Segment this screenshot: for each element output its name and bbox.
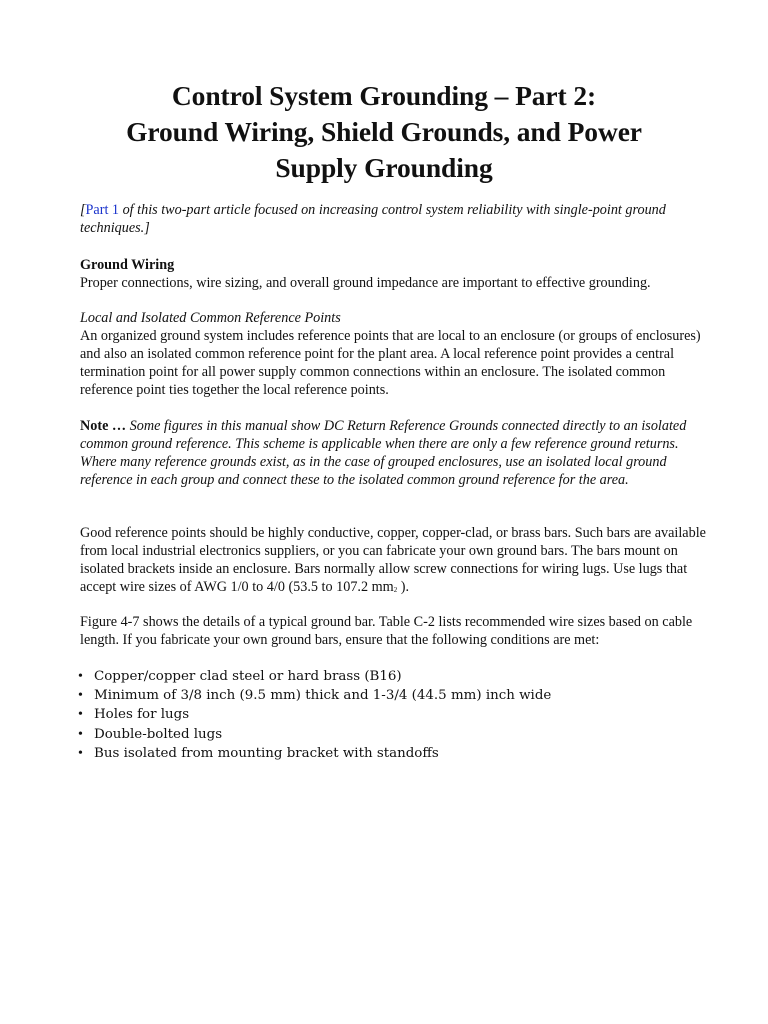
list-item-text: Minimum of 3/8 inch (9.5 mm) thick and 1-3/4 (44.5 mm) inch wide [94, 688, 552, 704]
figure-paragraph: Figure 4-7 shows the details of a typical ground bar. Table C-2 lists recommended wire sizes based on cable length. If you fabricate your own ground bars, ensure that the following conditions are met: [80, 614, 693, 648]
note-label: Note … [80, 418, 127, 434]
part-1-link[interactable]: Part 1 [85, 202, 120, 218]
local-reference-heading: Local and Isolated Common Reference Points [80, 310, 341, 326]
list-item [76, 744, 706, 763]
intro-open-bracket: [ [80, 202, 86, 218]
reference-points-text-end: ). [397, 579, 410, 595]
bullet-marker: • [78, 688, 83, 704]
note-paragraph [80, 417, 710, 489]
title-line-2: Ground Wiring, Shield Grounds, and Power [126, 116, 642, 147]
ground-wiring-section [80, 256, 710, 292]
reference-points-paragraph [80, 524, 710, 599]
list-item-text: Bus isolated from mounting bracket with standoffs [94, 745, 439, 761]
ground-wiring-text: Proper connections, wire sizing, and overall ground impedance are important to effective grounding. [80, 275, 651, 291]
ground-wiring-heading: Ground Wiring [80, 257, 175, 273]
page-title [60, 78, 708, 186]
bullet-marker: • [78, 707, 83, 723]
local-reference-text: An organized ground system includes reference points that are local to an enclosure (or groups of enclosures) and also an isolated common reference point for the plant area. A local reference point provides a central termination point for all power supply common connections within an enclosure. The isolated common reference point ties together the local reference points. [80, 328, 701, 398]
mm-squared-subscript: 2 [393, 586, 398, 594]
list-item-text: Copper/copper clad steel or hard brass (B16) [94, 669, 402, 684]
conditions-list [76, 667, 706, 763]
title-line-1: Control System Grounding – Part 2: [171, 80, 597, 111]
intro-paragraph [80, 201, 700, 237]
bullet-marker: • [78, 669, 83, 684]
intro-text: of this two-part article focused on increasing control system reliability with single-point ground techniques.] [80, 202, 666, 236]
local-reference-section [80, 309, 710, 399]
list-item [76, 725, 706, 744]
list-item [76, 667, 706, 686]
list-item-text: Double-bolted lugs [94, 726, 223, 742]
bullet-marker: • [78, 726, 83, 742]
note-text: Some figures in this manual show DC Return Reference Grounds connected directly to an isolated common ground reference. This scheme is applicable when there are only a few reference ground returns. Where many reference grounds exist, as in the case of grouped enclosures, use an isolated local ground reference in each group and connect these to the isolated common ground reference for the area. [80, 418, 687, 488]
list-item [76, 686, 706, 705]
reference-points-text: Good reference points should be highly conductive, copper, copper-clad, or brass bars. Such bars are available from local industrial electronics suppliers, or you can fabricate your own ground bars. The bars mount on isolated brackets inside an enclosure. Bars normally allow screw connections for wiring lugs. Use lugs that accept wire sizes of AWG 1/0 to 4/0 (53.5 to 107.2 mm [80, 525, 706, 595]
list-item [76, 705, 706, 724]
title-line-3: Supply Grounding [275, 152, 493, 183]
bullet-marker: • [78, 745, 83, 761]
list-item-text: Holes for lugs [94, 707, 190, 723]
